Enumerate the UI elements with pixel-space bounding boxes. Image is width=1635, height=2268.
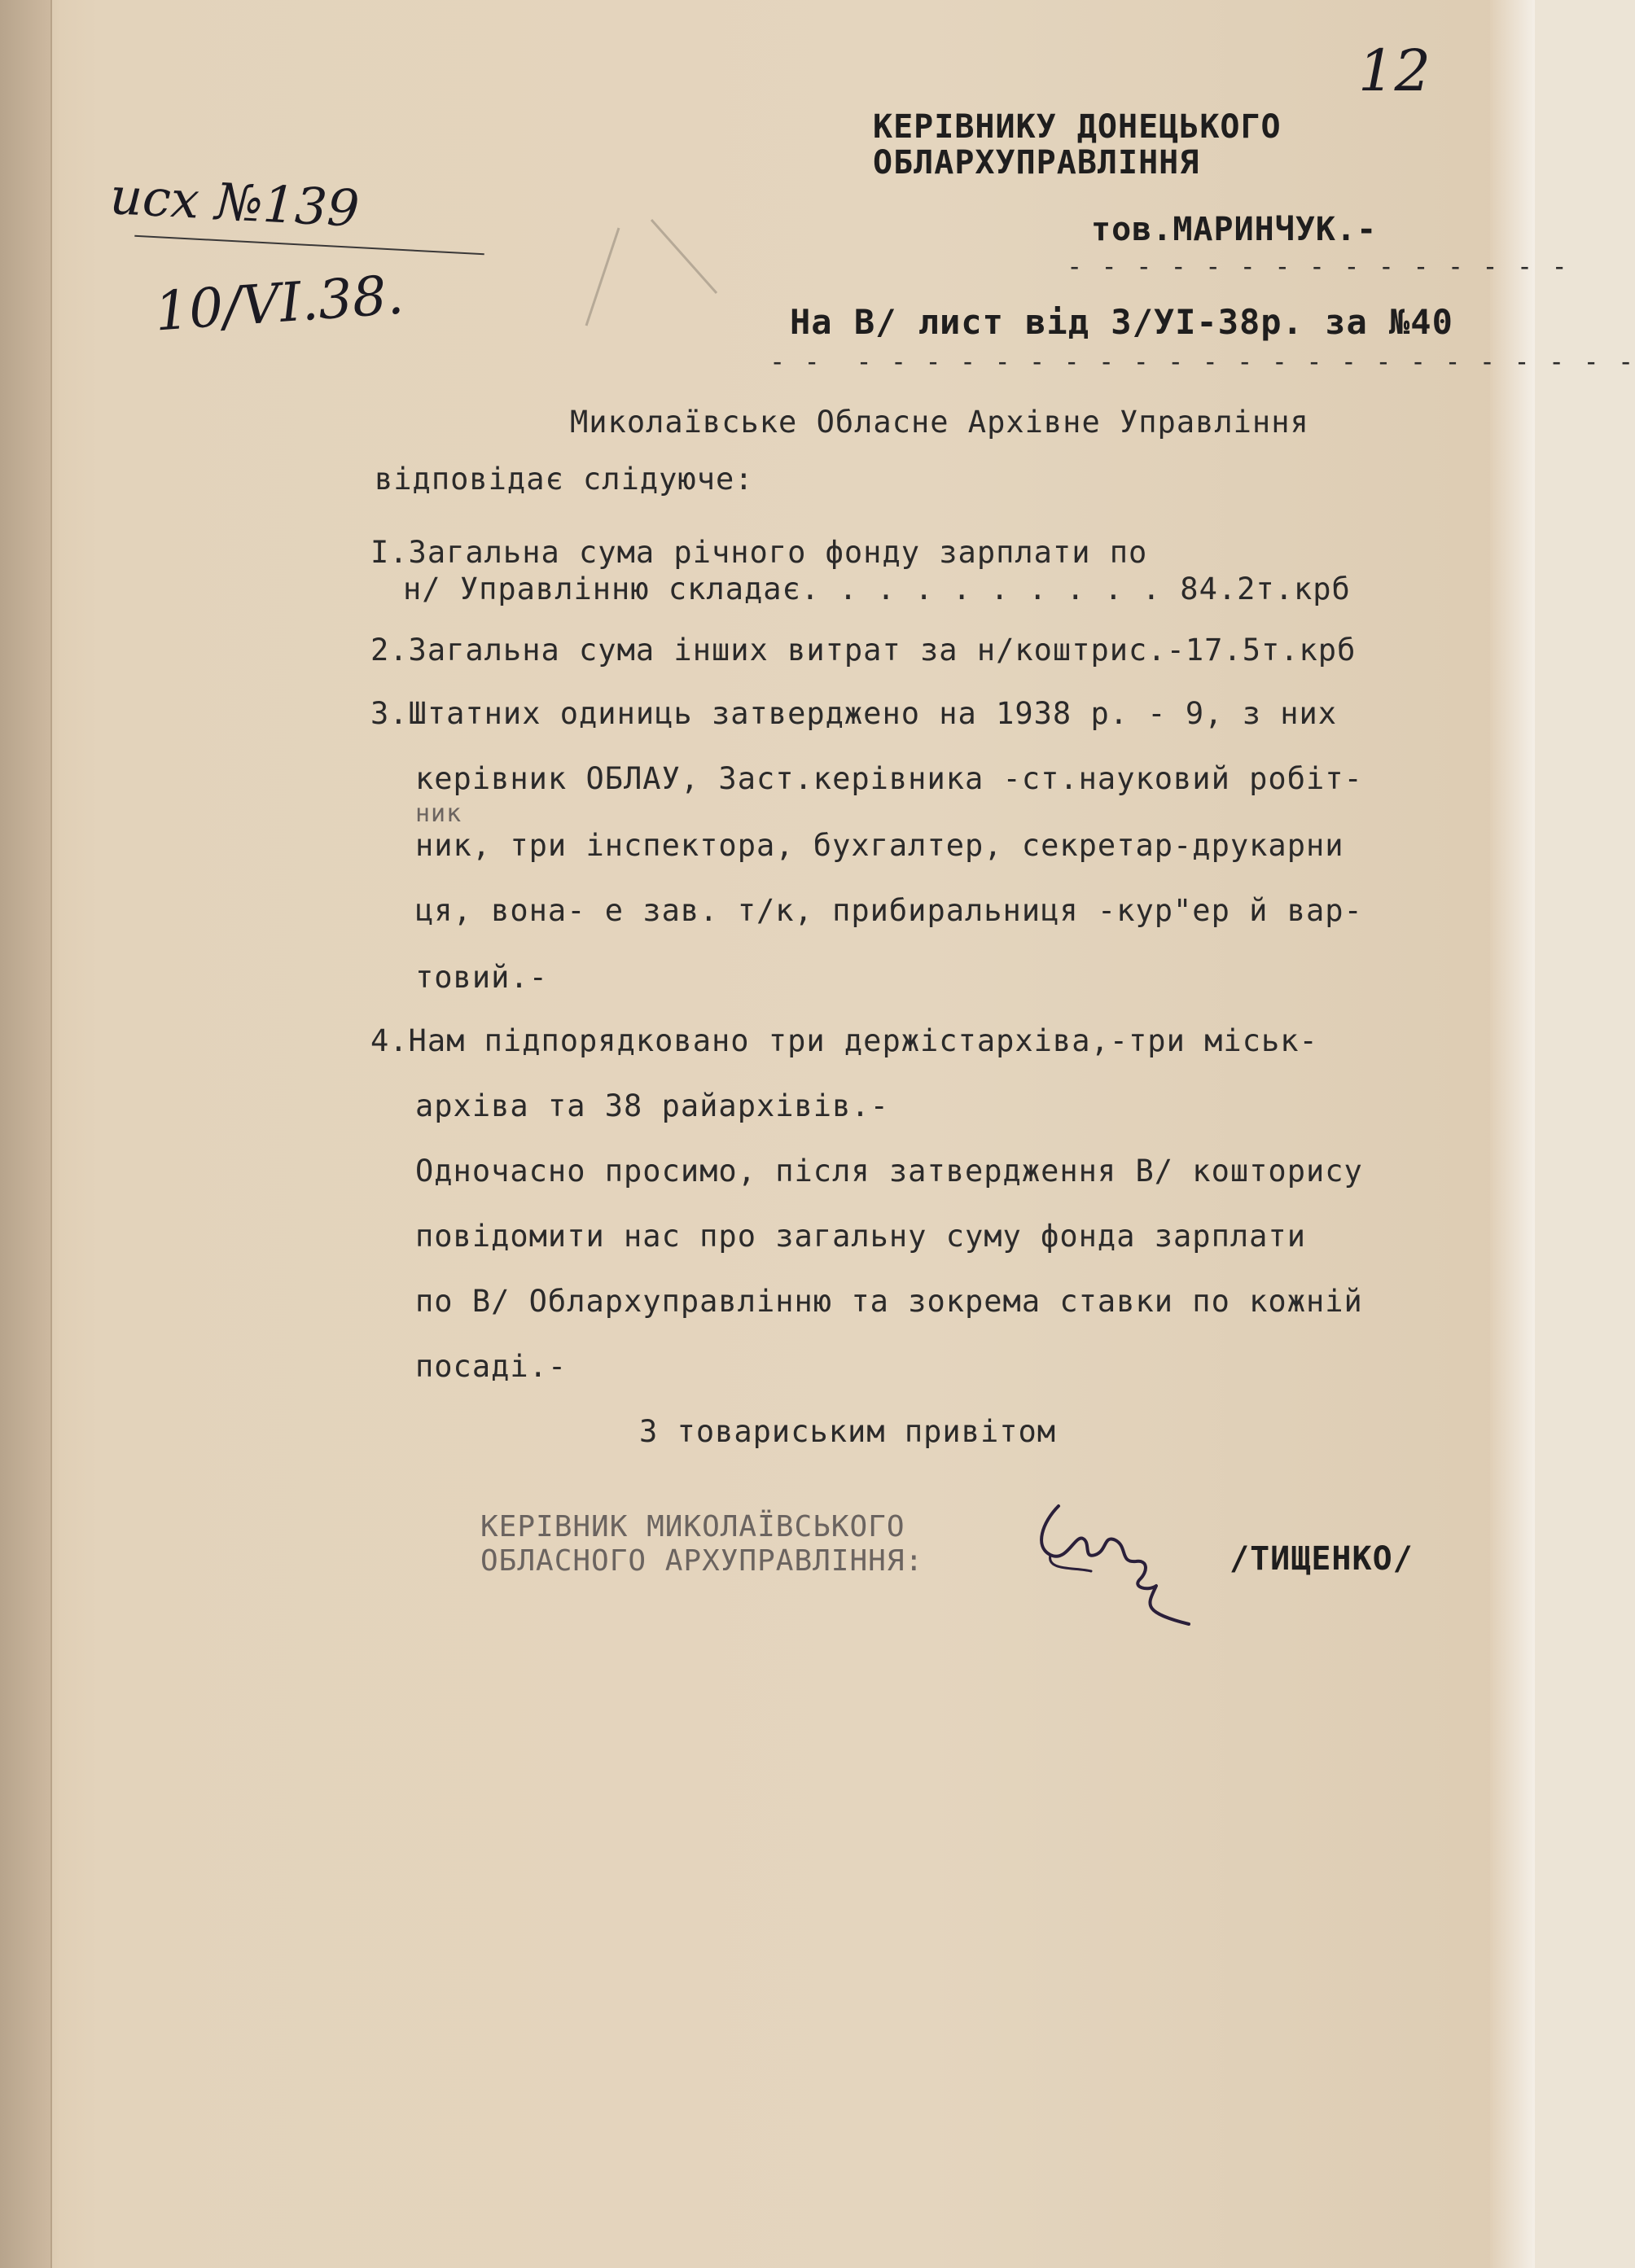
binding-margin — [0, 0, 52, 2268]
item-2: 2.Загальна сума інших витрат за н/коштрис.-17.5т.крб — [370, 633, 1357, 668]
request-line-1: Одночасно просимо, після затвердження В/ кошторису — [415, 1154, 1363, 1189]
page-number: 12 — [1358, 37, 1431, 104]
item-4-line-2: архіва та 38 райархівів.- — [415, 1088, 889, 1123]
addressee-name: тов.МАРИНЧУК.- — [1091, 211, 1378, 248]
item-1-line-2: н/ Управлінню складає. . . . . . . . . . 84.2т.крб — [403, 571, 1351, 606]
intro-line-1: Миколаївське Обласне Архівне Управління — [570, 405, 1309, 440]
addressee-line-2: ОБЛАРХУПРАВЛІННЯ — [873, 144, 1200, 182]
request-line-2: повідомити нас про загальну суму фонда зарплати — [415, 1219, 1306, 1254]
addressee-line-1: КЕРІВНИКУ ДОНЕЦЬКОГО — [873, 108, 1282, 146]
item-3-overtype: ник — [415, 799, 462, 828]
request-line-4: посаді.- — [415, 1349, 568, 1384]
handwritten-signature-icon — [1026, 1490, 1197, 1636]
request-line-3: по В/ Облархуправлінню та зокрема ставки по кожній — [415, 1284, 1363, 1319]
handwritten-date: 10/VI.38. — [152, 263, 406, 344]
signature-title-line-1: КЕРІВНИК МИКОЛАЇВСЬКОГО — [480, 1510, 905, 1543]
item-3-line-4: ця, вона- е зав. т/к, прибиральниця -кур"ер й вар- — [415, 893, 1363, 928]
item-1-line-1: І.Загальна сума річного фонду зарплати по — [370, 535, 1148, 570]
reference-underline: - - - - - - - - - - - - - - - - - - - - - - - - - — [769, 346, 1635, 377]
closing-line: З товариським привітом — [639, 1414, 1057, 1449]
intro-line-2: відповідає слідуюче: — [375, 462, 754, 497]
item-3-line-5: товий.- — [415, 960, 548, 995]
item-3-line-3: ник, три інспектора, бухгалтер, секретар-друкарни — [415, 828, 1344, 863]
item-3-line-1: 3.Штатних одиниць затверджено на 1938 р. - 9, з них — [370, 696, 1338, 731]
reference-line: На В/ лист від 3/УІ-38р. за №40 — [790, 302, 1453, 342]
item-3-line-2: керівник ОБЛАУ, Заст.керівника -ст.науковий робіт- — [415, 761, 1363, 796]
handwritten-underline — [134, 235, 484, 256]
signatory-name: /ТИЩЕНКО/ — [1230, 1540, 1414, 1578]
signature-title-line-2: ОБЛАСНОГО АРХУПРАВЛІННЯ: — [480, 1544, 924, 1578]
item-4-line-1: 4.Нам підпорядковано три держістархіва,-три міськ- — [370, 1023, 1318, 1058]
addressee-underline: - - - - - - - - - - - - - - - — [1067, 251, 1569, 282]
handwritten-outgoing-number: исх №139 — [108, 166, 362, 239]
sheet-edge — [1490, 0, 1535, 2268]
pencil-mark — [570, 195, 733, 342]
